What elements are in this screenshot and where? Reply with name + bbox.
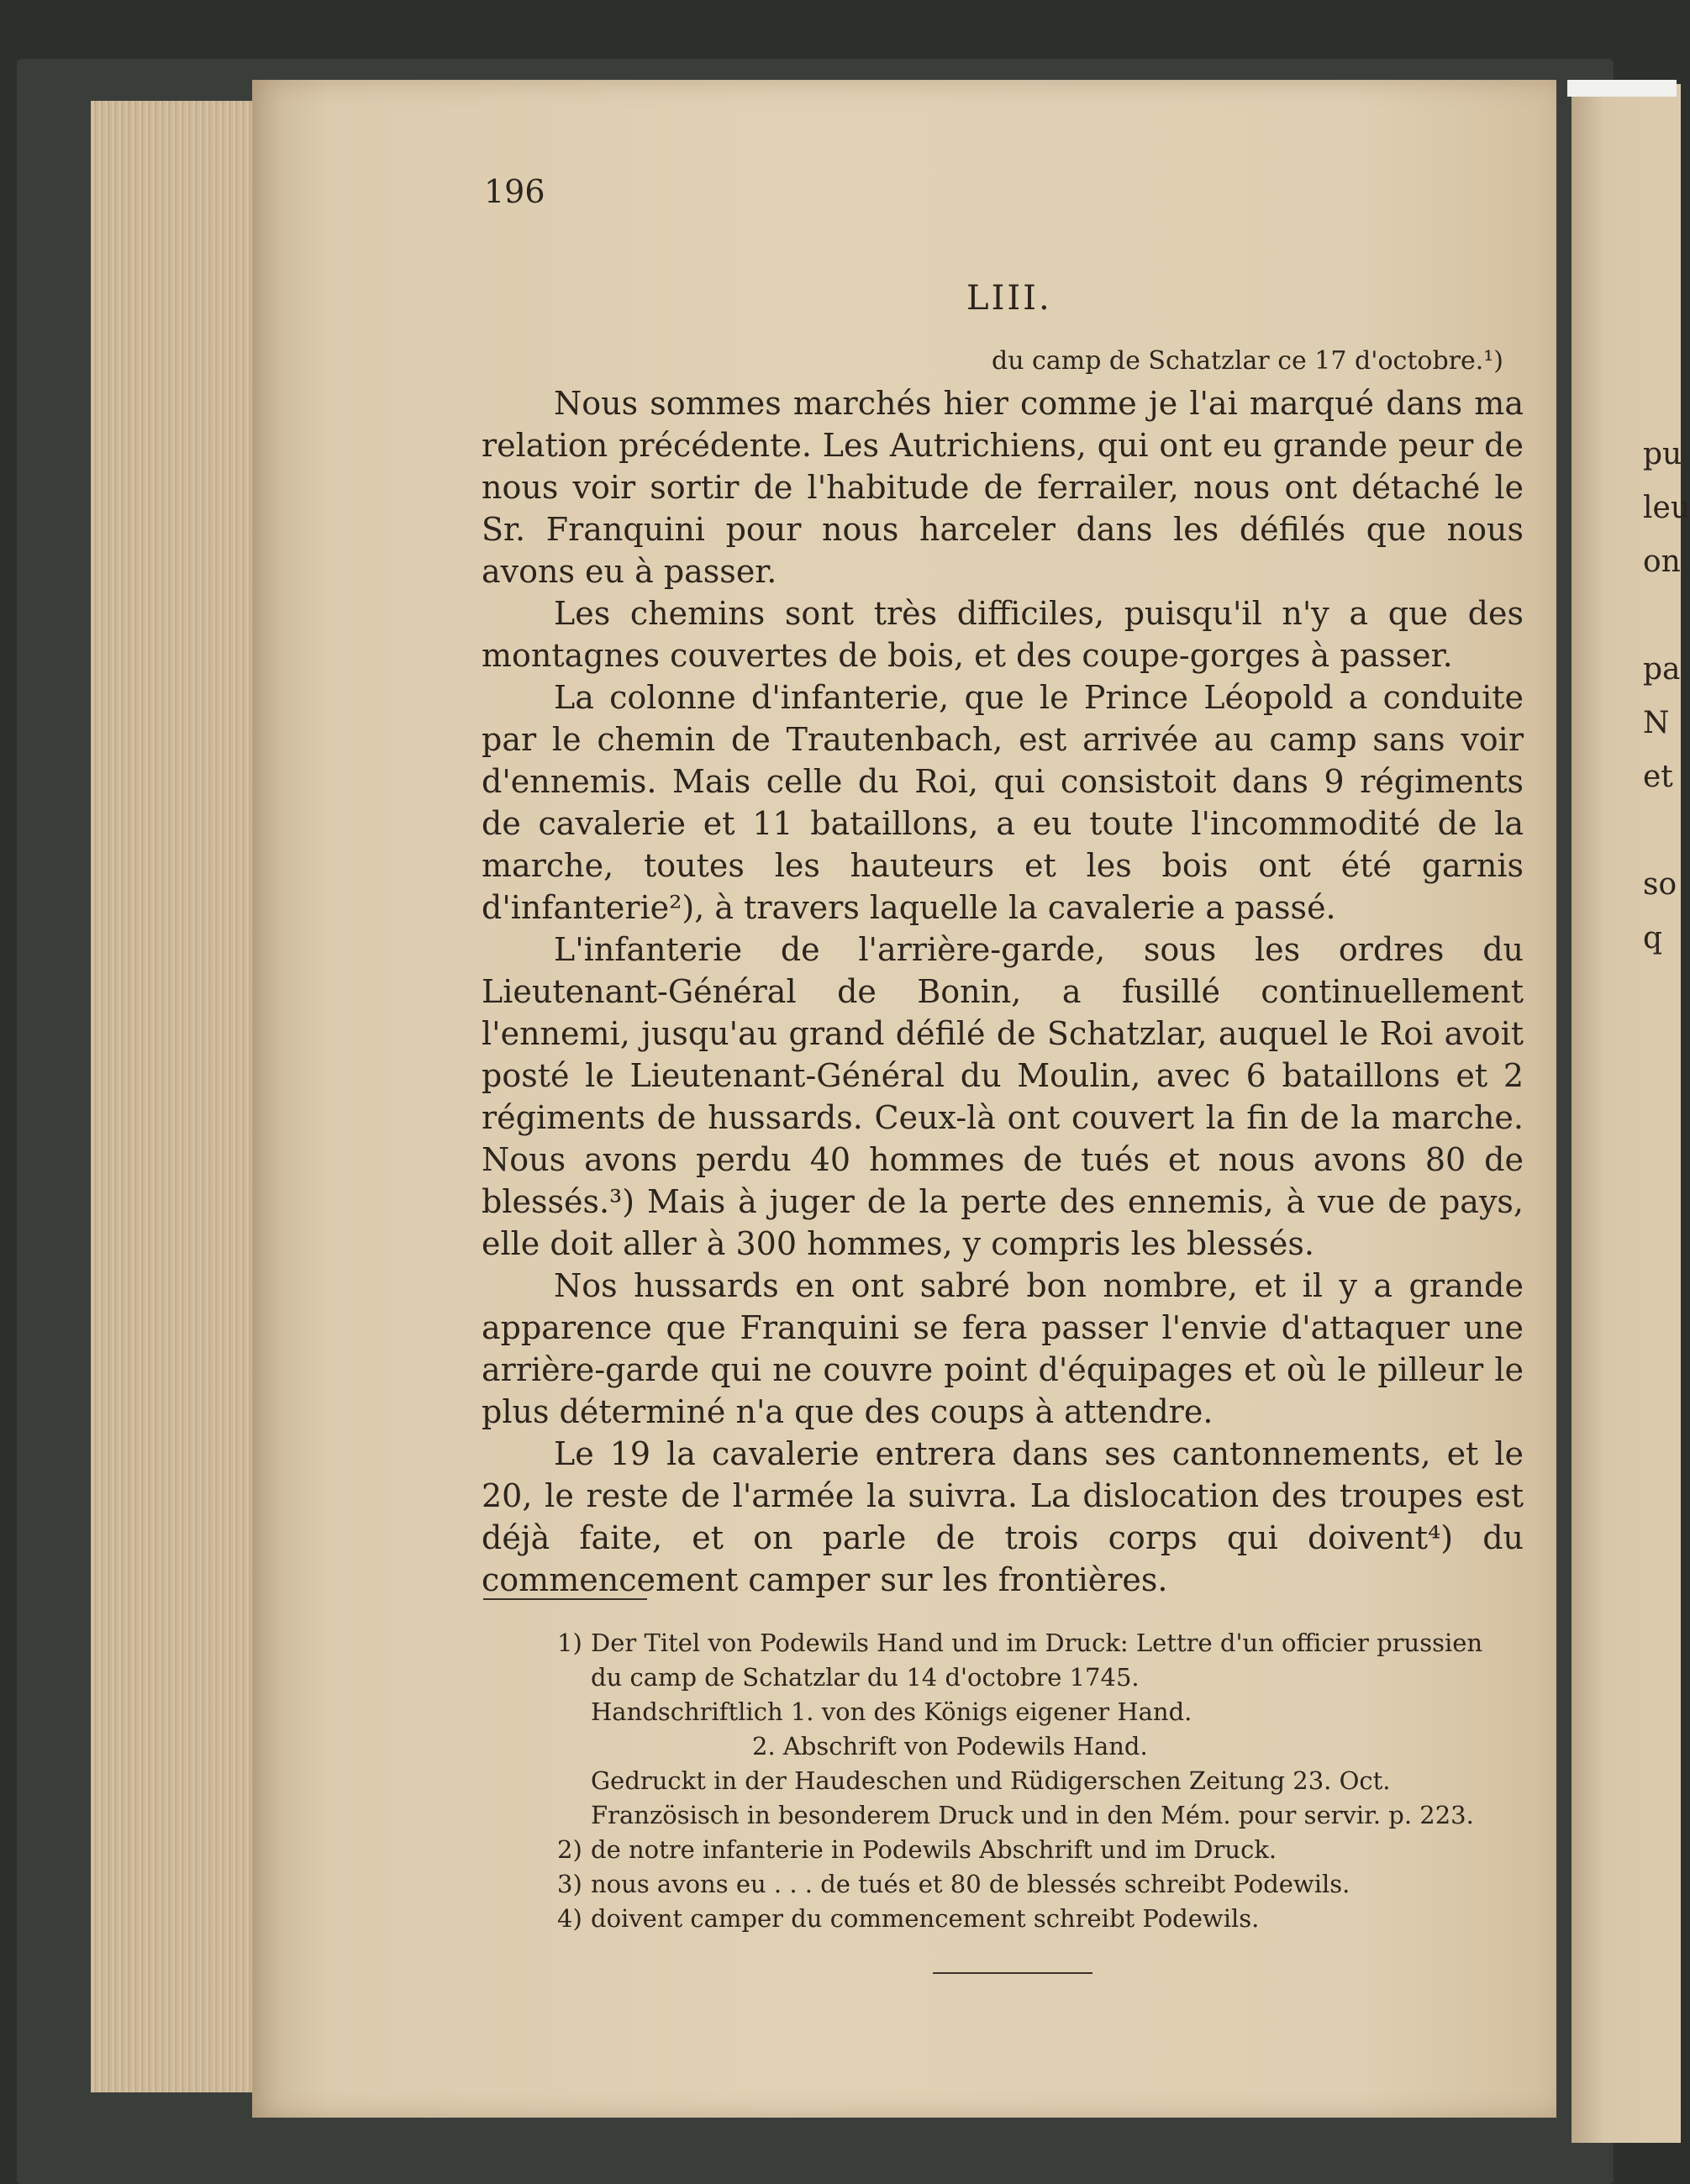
facing-fragment [1643,813,1690,867]
facing-page [1572,84,1681,2143]
facing-fragment: so [1643,867,1677,902]
facing-fragment [1643,598,1690,652]
footnote-text: doivent camper du commencement schreibt Podewils. [591,1904,1260,1933]
footnote-3 [550,1867,1517,1902]
footnote-line: Gedruckt in der Haudeschen und Rüdigerschen Zeitung 23. Oct. [591,1766,1391,1795]
facing-fragment: pa [1643,652,1681,687]
paragraph: Le 19 la cavalerie entrera dans ses cantonnements, et le 20, le reste de l'armée la suivra. La dislocation des troupes est déjà faite, et on parle de trois corps qui doivent⁴) du commencement camper sur les frontières. [482,1435,1524,1598]
letter-heading: LIII. [966,279,1052,318]
letter-body [482,382,1524,1601]
footnote-line: 2. Abschrift von Podewils Hand. [752,1732,1148,1760]
footnotes [550,1626,1517,1936]
footnote-text: nous avons eu . . . de tués et 80 de blessés schreibt Podewils. [591,1870,1350,1898]
footnote-marker: 3) [557,1870,582,1898]
footnote-marker: 2) [557,1835,582,1864]
facing-fragment: on [1643,545,1681,579]
facing-fragment: et [1643,760,1673,794]
facing-fragment: pu [1643,437,1682,471]
paragraph: Nos hussards en ont sabré bon nombre, et il y a grande apparence que Franquini se fera passer l'envie d'attaquer une arrière-garde qui ne couvre point d'équipages et où le pilleur le plus déterminé n'a que des coups à attendre. [482,1267,1524,1430]
footnote-line: Französisch in besonderem Druck und in den Mém. pour servir. p. 223. [591,1801,1474,1829]
facing-fragment: leu [1643,491,1690,525]
paragraph: L'infanterie de l'arrière-garde, sous les ordres du Lieutenant-Général de Bonin, a fusillé continuellement l'ennemi, jusqu'au grand défilé de Schatzlar, auquel le Roi avoit posté le Lieutenant-Général du Moulin, avec 6 bataillons et 2 régiments de hussards. Ceux-là ont couvert la fin de la marche. Nous avons perdu 40 hommes de tués et nous avons 80 de blessés.³) Mais à juger de la perte des ennemis, à vue de pays, elle doit aller à 300 hommes, y compris les blessés. [482,931,1524,1262]
dateline: du camp de Schatzlar ce 17 d'octobre.¹) [992,346,1504,376]
footnote-text: de notre infanterie in Podewils Abschrift und im Druck. [591,1835,1277,1864]
footnote-2 [550,1833,1517,1867]
page-edges [91,101,268,2092]
footnote-text: Der Titel von Podewils Hand und im Druck: Lettre d'un officier prussien du camp de Schatzlar du 14 d'octobre 1745. [591,1629,1483,1692]
paragraph: Nous sommes marchés hier comme je l'ai marqué dans ma relation précédente. Les Autrichiens, qui ont eu grande peur de nous voir sortir de l'habitude de ferrailer, nous ont détaché le Sr. Franquini pour nous harceler dans les défilés que nous avons eu à passer. [482,385,1524,590]
page-number: 196 [484,173,545,210]
footnote-marker: 4) [557,1904,582,1933]
footnote-marker: 1) [557,1629,582,1657]
page-tab [1567,80,1677,97]
paragraph: Les chemins sont très difficiles, puisqu'il n'y a que des montagnes couvertes de bois, et des coupe-gorges à passer. [482,595,1524,674]
footnote-1 [550,1626,1517,1695]
facing-page-text [1643,437,1690,975]
facing-fragment: N [1643,706,1670,740]
end-rule [933,1972,1092,1974]
paragraph: La colonne d'infanterie, que le Prince Léopold a conduite par le chemin de Trautenbach, est arrivée au camp sans voir d'ennemis. Mais celle du Roi, qui consistoit dans 9 régiments de cavalerie et 11 bataillons, a eu toute l'incommodité de la marche, toutes les hauteurs et les bois ont été garnis d'infanterie²), à travers laquelle la cavalerie a passé. [482,679,1524,926]
facing-fragment: q [1643,921,1663,955]
footnote-4 [550,1902,1517,1936]
footnote-separator [483,1598,647,1600]
footnote-line: Handschriftlich 1. von des Königs eigener Hand. [591,1697,1192,1726]
